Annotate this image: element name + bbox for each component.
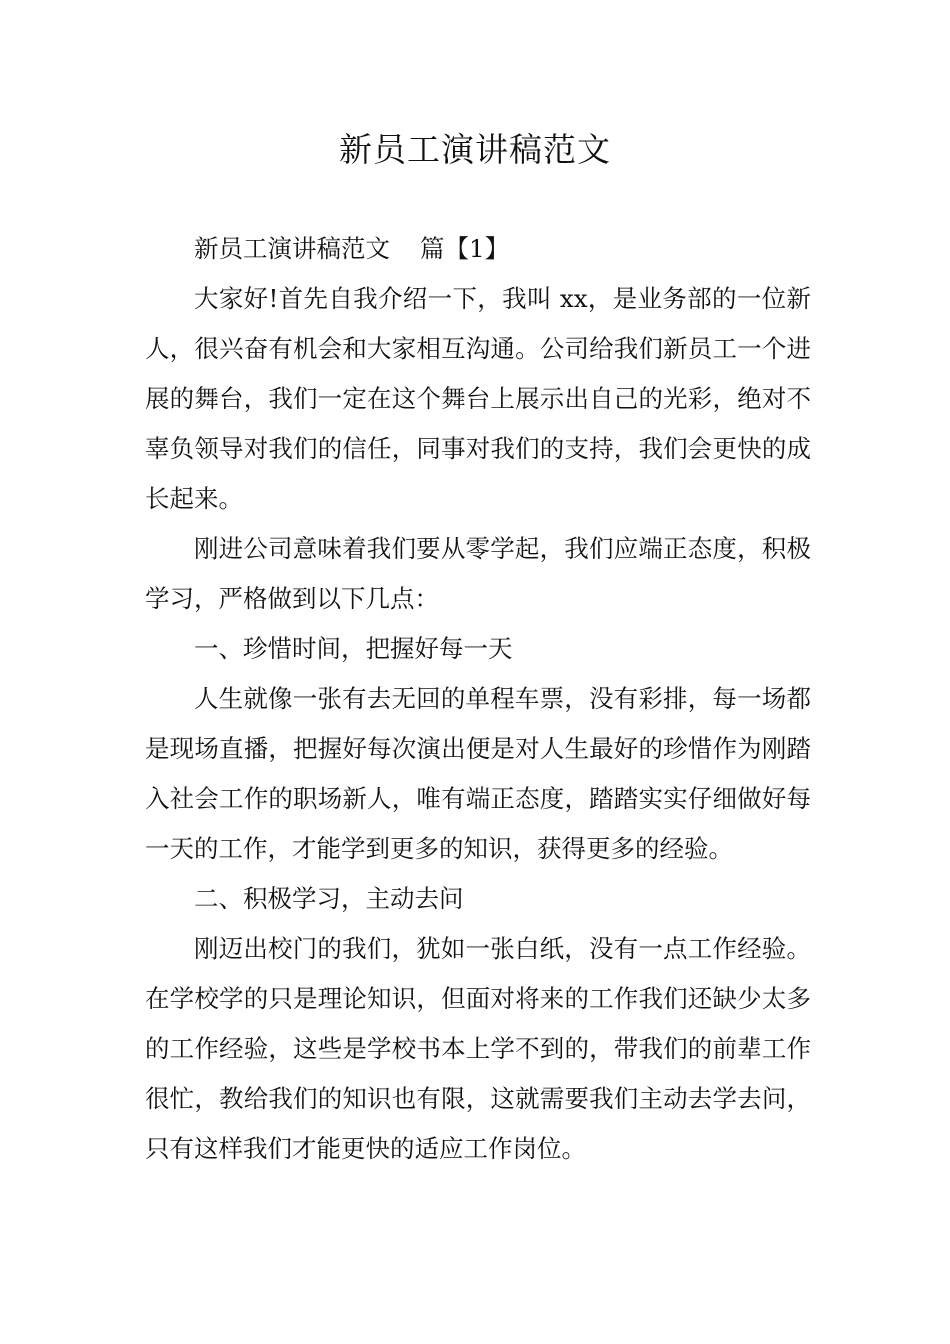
- subheading: 一、珍惜时间，把握好每一天: [194, 634, 513, 663]
- paragraph: 大家好!首先自我介绍一下，我叫 xx，是业务部的一位新人，很兴奋有机会和大家相互沟通。公司给我们新员工一个进展的舞台，我们一定在这个舞台上展示出自己的光彩，绝对不辜负领导对我们的信任，同事对我们的支持，我们会更快的成长起来。: [145, 284, 811, 513]
- section-heading-title: 新员工演讲稿范文: [194, 234, 390, 263]
- document-title: 新员工演讲稿范文: [339, 130, 611, 169]
- subheading: 二、积极学习，主动去问: [194, 884, 464, 913]
- document-body: [145, 224, 811, 1174]
- section-heading: [145, 224, 811, 274]
- paragraph: 刚进公司意味着我们要从零学起，我们应端正态度，积极学习，严格做到以下几点：: [145, 534, 811, 613]
- paragraph: 人生就像一张有去无回的单程车票，没有彩排，每一场都是现场直播，把握好每次演出便是对人生最好的珍惜作为刚踏入社会工作的职场新人，唯有端正态度，踏踏实实仔细做好每一天的工作，才能学到更多的知识，获得更多的经验。: [145, 684, 811, 863]
- section-heading-number: 篇【1】: [420, 234, 510, 263]
- paragraph: 刚迈出校门的我们，犹如一张白纸，没有一点工作经验。在学校学的只是理论知识，但面对将来的工作我们还缺少太多的工作经验，这些是学校书本上学不到的，带我们的前辈工作很忙，教给我们的知识也有限，这就需要我们主动去学去问，只有这样我们才能更快的适应工作岗位。: [145, 934, 811, 1163]
